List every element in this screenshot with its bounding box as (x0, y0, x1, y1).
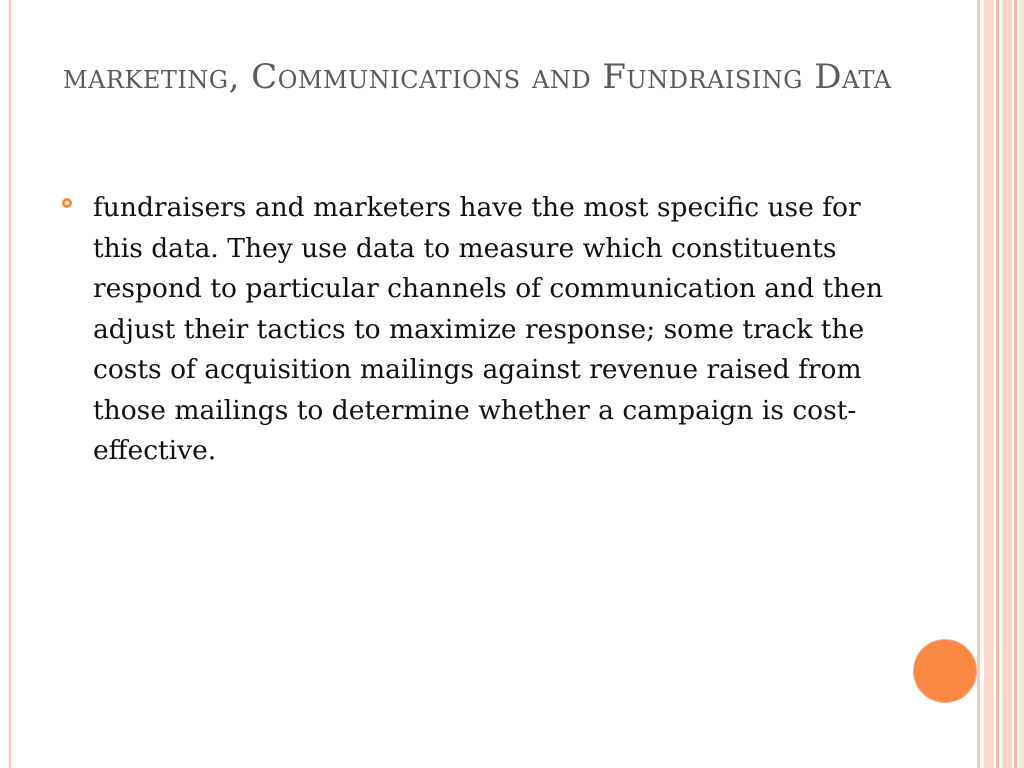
right-stripe (1014, 0, 1017, 768)
right-stripe (996, 0, 999, 768)
orange-circle-decoration (913, 639, 977, 703)
right-stripe (1019, 0, 1024, 768)
slide-title: marketing, Communications and Fundraising Data (63, 57, 892, 97)
right-stripe (1002, 0, 1012, 768)
left-border-line (9, 0, 11, 768)
bullet-text: fundraisers and marketers have the most specific use for this data. They use data to measure which constituents respond to particular channels of communication and then adjust their tactics to maximize response; some track the costs of acquisition mailings against revenue raised from those mailings to determine whether a campaign is cost-effective. (93, 192, 883, 466)
right-stripe (984, 0, 994, 768)
right-stripe (977, 0, 980, 768)
hollow-circle-bullet-icon (62, 198, 72, 208)
